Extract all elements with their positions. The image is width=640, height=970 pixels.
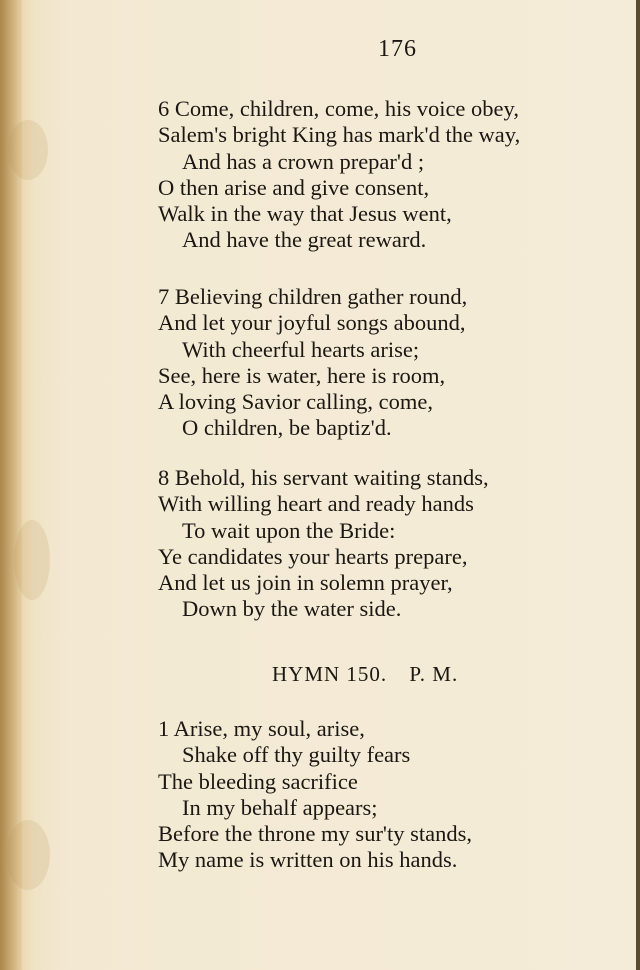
page-right-edge <box>636 0 640 970</box>
verse-line: 8 Behold, his servant waiting stands, <box>158 465 489 490</box>
verse-line: 6 Come, children, come, his voice obey, <box>158 96 519 121</box>
hymn-number: HYMN 150. <box>272 662 388 686</box>
verse-line: To wait upon the Bride: <box>182 517 396 543</box>
verse-line: And let us join in solemn prayer, <box>158 570 453 596</box>
paper-stain <box>14 520 50 600</box>
verse-line: 7 Believing children gather round, <box>158 284 468 309</box>
verse-line: Shake off thy guilty fears <box>182 742 411 768</box>
hymn-heading <box>272 662 458 687</box>
hymn-meter: P. M. <box>409 662 459 686</box>
verse-line: O children, be baptiz'd. <box>182 415 392 441</box>
verse-line: With willing heart and ready hands <box>158 491 474 517</box>
verse-line: 1 Arise, my soul, arise, <box>158 716 365 741</box>
verse-line: Walk in the way that Jesus went, <box>158 201 452 227</box>
verse-line: A loving Savior calling, come, <box>158 389 433 415</box>
verse-line: The bleeding sacrifice <box>158 768 358 794</box>
verse-line: And let your joyful songs abound, <box>158 310 466 336</box>
verse-line: Ye candidates your hearts prepare, <box>158 543 468 569</box>
stanza-7 <box>158 284 628 442</box>
stanza-8 <box>158 465 628 623</box>
page-number: 176 <box>378 36 417 62</box>
hymn-150-stanza-1 <box>158 716 628 874</box>
paper-stain <box>6 820 50 890</box>
verse-line: Before the throne my sur'ty stands, <box>158 821 472 847</box>
verse-line: My name is written on his hands. <box>158 847 458 873</box>
verse-line: And has a crown prepar'd ; <box>182 148 425 174</box>
verse-line: With cheerful hearts arise; <box>182 336 420 362</box>
verse-line: O then arise and give consent, <box>158 174 430 200</box>
verse-line: In my behalf appears; <box>182 794 378 820</box>
paper-stain <box>8 120 48 180</box>
verse-line: Down by the water side. <box>182 596 402 622</box>
stanza-6 <box>158 96 628 254</box>
verse-line: See, here is water, here is room, <box>158 362 446 388</box>
verse-line: And have the great reward. <box>182 227 427 253</box>
verse-line: Salem's bright King has mark'd the way, <box>158 122 521 148</box>
